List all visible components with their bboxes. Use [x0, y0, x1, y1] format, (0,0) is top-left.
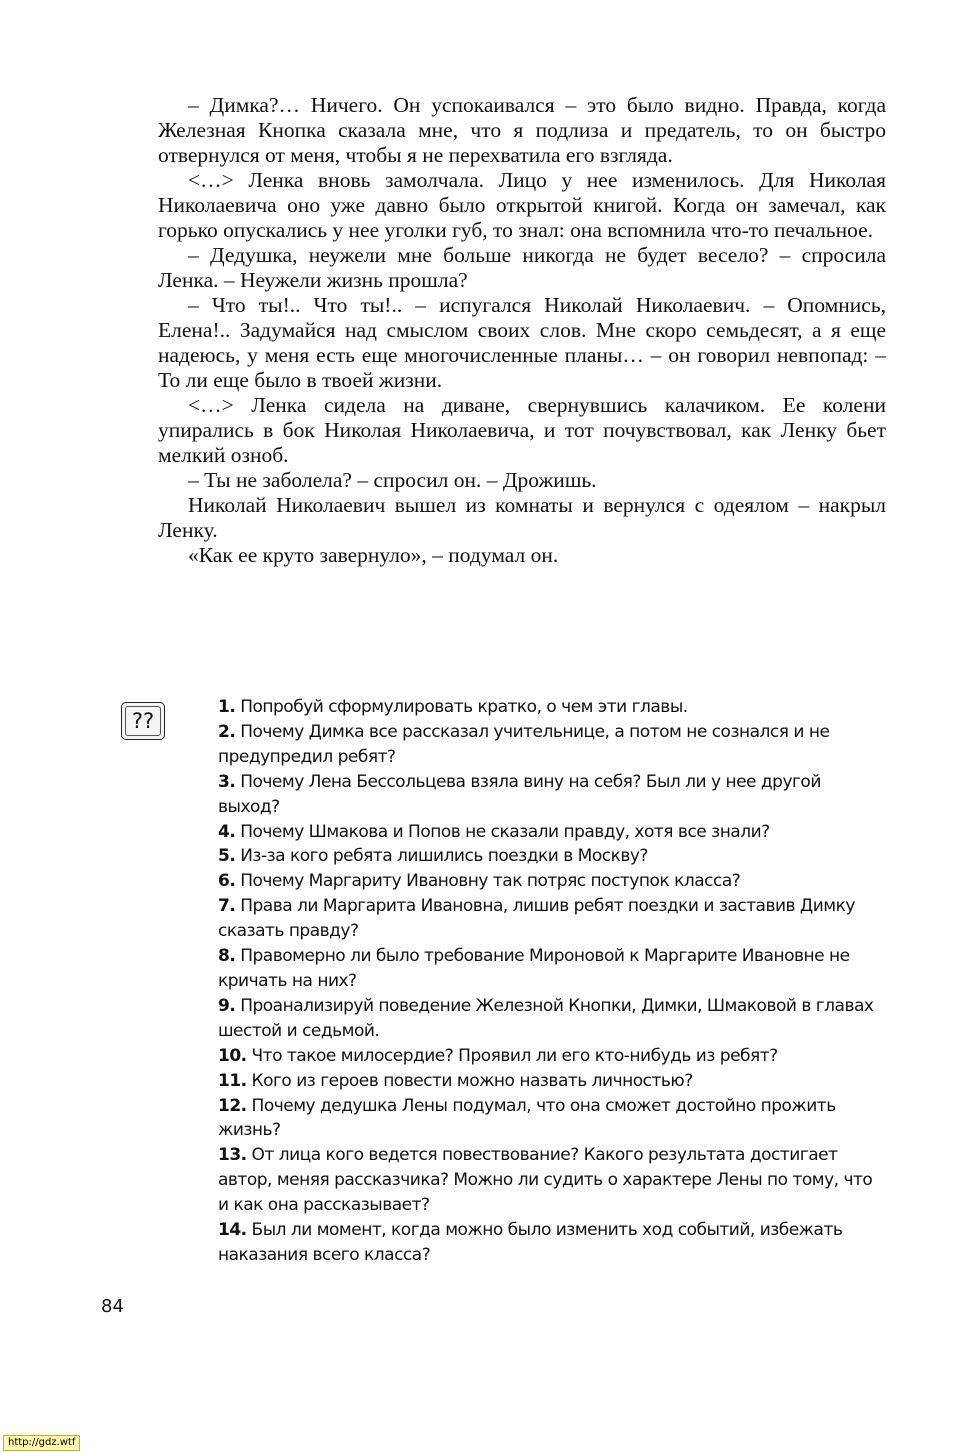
question-text: Почему Димка все рассказал учительнице, а потом не сознался и не предупредил ребят? [218, 721, 830, 767]
question-item [218, 994, 886, 1044]
paragraph: «Как ее круто завернуло», – подумал он. [188, 543, 559, 567]
question-text: От лица кого ведется повествование? Какого результата достигает автор, меняя рассказчика? Можно ли судить о характере Лены по тому, что и как она рассказывает? [218, 1145, 873, 1216]
question-text: Кого из героев повести можно назвать личностью? [251, 1070, 693, 1091]
question-number: 7. [218, 896, 236, 917]
question-item [218, 1143, 886, 1218]
paragraph: – Димка?… Ничего. Он успокаивался – это было видно. Правда, когда Железная Кнопка сказала мне, что я подлиза и предатель, то он быстро отвернулся от меня, чтобы я не перехватила его взгляда. [158, 93, 886, 167]
question-text: Был ли момент, когда можно было изменить ход событий, избежать наказания всего класса? [218, 1220, 843, 1265]
question-number: 2. [218, 721, 236, 742]
question-item [218, 1218, 886, 1268]
watermark-link[interactable]: http://gdz.wtf [3, 1435, 80, 1451]
paragraph: <…> Ленка сидела на диване, свернувшись калачиком. Ее колени упирались в бок Николая Николаевича, и тот почувствовал, как Ленку бьет мелкий озноб. [158, 393, 886, 467]
question-text: Почему Лена Бессольцева взяла вину на себя? Был ли у нее другой выход? [218, 771, 821, 817]
question-item [218, 1069, 886, 1094]
question-item [218, 770, 886, 820]
question-text: Из-за кого ребята лишились поездки в Москву? [240, 846, 648, 867]
question-number: 5. [218, 846, 236, 867]
question-text: Почему дедушка Лены подумал, что она сможет достойно прожить жизнь? [218, 1095, 836, 1141]
question-item [218, 695, 886, 720]
question-item [218, 820, 886, 845]
question-item [218, 1094, 886, 1144]
question-marks-icon: ?? [125, 706, 161, 736]
page-number: 84 [101, 1296, 124, 1317]
question-item [218, 1044, 886, 1069]
question-number: 3. [218, 771, 236, 792]
paragraph: – Что ты!.. Что ты!.. – испугался Николай Николаевич. – Опомнись, Елена!.. Задумайся над смыслом своих слов. Мне скоро семьдесят, а я еще надеюсь, у меня есть еще многочисленные планы… – он говорил невпопад: – То ли еще было в твоей жизни. [158, 293, 886, 392]
question-text: Правомерно ли было требование Мироновой к Маргарите Ивановне не кричать на них? [218, 946, 850, 991]
question-item [218, 869, 886, 894]
story-excerpt [158, 93, 886, 568]
question-text: Почему Шмакова и Попов не сказали правду, хотя все знали? [240, 821, 770, 842]
question-number: 4. [218, 821, 236, 842]
question-item [218, 894, 886, 944]
paragraph: – Дедушка, неужели мне больше никогда не будет весело? – спросила Ленка. – Неужели жизнь прошла? [158, 243, 886, 292]
questions-icon [121, 702, 165, 740]
question-number: 14. [218, 1220, 247, 1241]
question-number: 10. [218, 1045, 247, 1066]
paragraph: <…> Ленка вновь замолчала. Лицо у нее изменилось. Для Николая Николаевича оно уже давно было открытой книгой. Когда он замечал, как горько опускались у нее уголки губ, то знал: она вспомнила что-то печальное. [158, 168, 886, 242]
question-number: 12. [218, 1095, 247, 1116]
paragraph: Николай Николаевич вышел из комнаты и вернулся с одеялом – накрыл Ленку. [158, 493, 886, 542]
question-text: Попробуй сформулировать кратко, о чем эти главы. [240, 697, 688, 717]
question-number: 9. [218, 995, 236, 1016]
questions-list [218, 695, 886, 1268]
question-text: Проанализируй поведение Железной Кнопки, Димки, Шмаковой в главах шестой и седьмой. [218, 995, 874, 1041]
question-number: 1. [218, 697, 236, 717]
question-number: 8. [218, 946, 236, 967]
paragraph: – Ты не заболела? – спросил он. – Дрожишь. [188, 468, 597, 492]
question-text: Что такое милосердие? Проявил ли его кто-нибудь из ребят? [251, 1045, 778, 1066]
question-item [218, 944, 886, 994]
question-number: 11. [218, 1070, 247, 1091]
question-number: 6. [218, 871, 236, 892]
question-text: Права ли Маргарита Ивановна, лишив ребят поездки и заставив Димку сказать правду? [218, 896, 855, 942]
question-item [218, 844, 886, 869]
question-item [218, 720, 886, 770]
question-number: 13. [218, 1145, 247, 1166]
question-text: Почему Маргариту Ивановну так потряс поступок класса? [240, 871, 741, 892]
